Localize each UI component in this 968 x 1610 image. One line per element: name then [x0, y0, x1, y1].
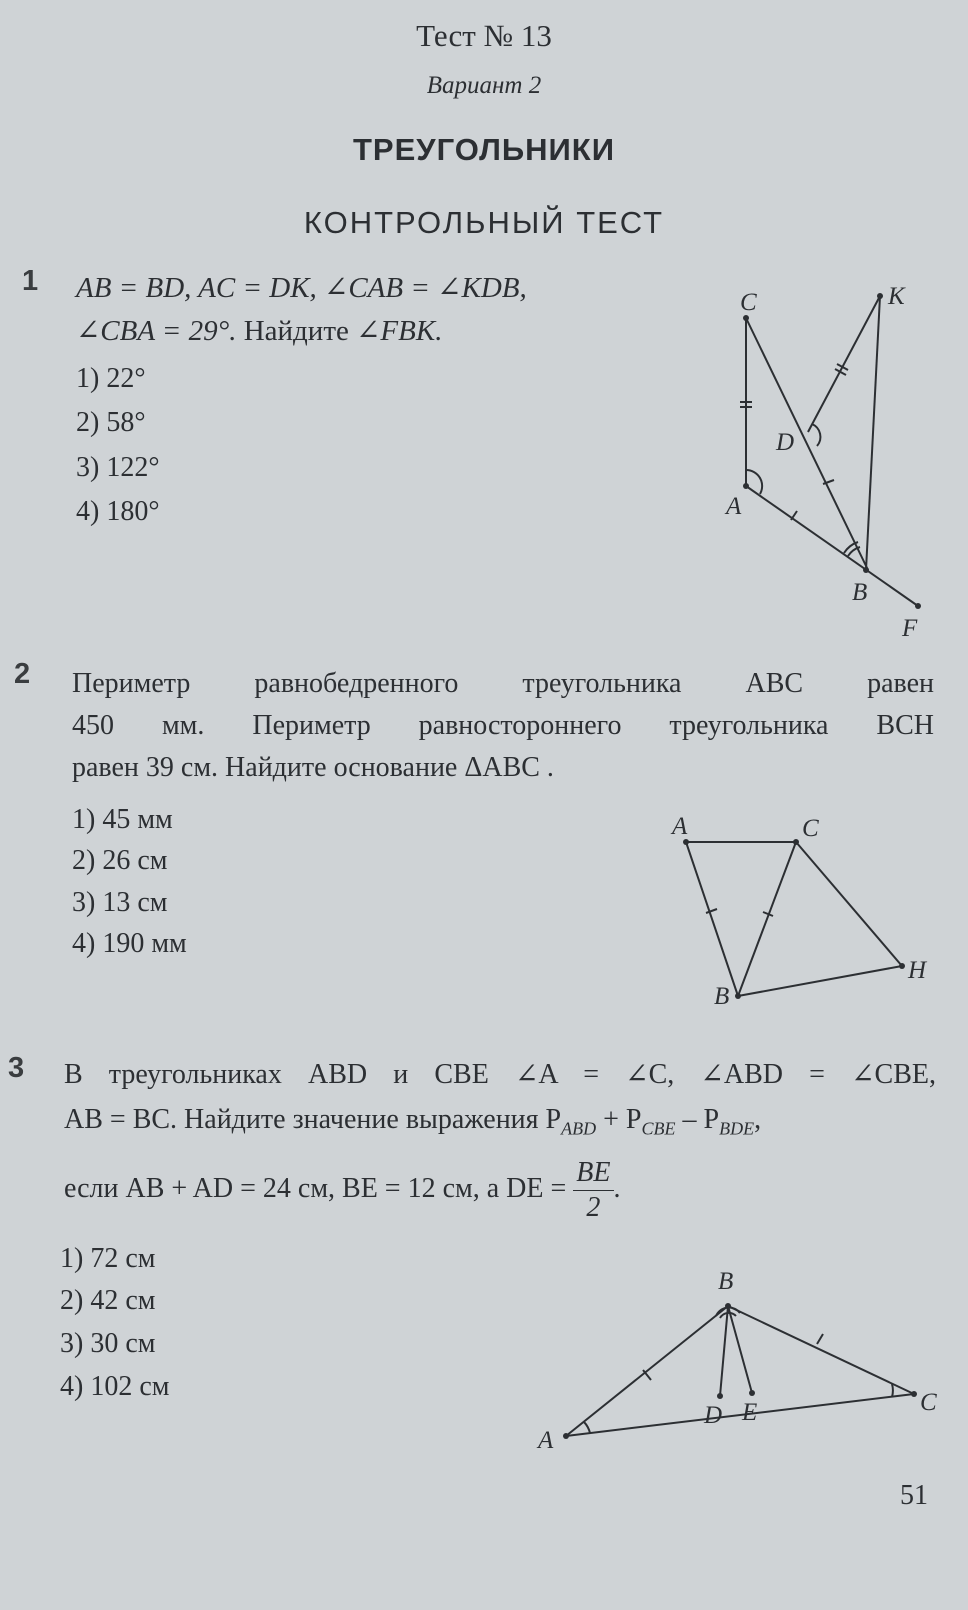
question-3-option-1[interactable]: 1) 72 см	[60, 1243, 156, 1274]
minus-sign: –	[675, 1104, 704, 1135]
question-2-line-1: Периметр равнобедренного треугольника ABC равен	[72, 668, 934, 699]
segment-kb	[866, 296, 880, 570]
segment-cb	[746, 318, 868, 570]
angle-c-arc	[892, 1384, 893, 1397]
tick-ab	[706, 909, 717, 913]
figure-2-points	[683, 839, 905, 999]
segment-bd	[720, 1306, 728, 1396]
question-2-option-1[interactable]: 1) 45 мм	[72, 804, 173, 835]
segment-cb	[738, 842, 796, 996]
question-3-line-2-prefix: AB = BC. Найдите значение выражения	[64, 1104, 546, 1135]
question-1-target: ∠FBK.	[356, 315, 443, 347]
question-2-option-3[interactable]: 3) 13 см	[72, 887, 168, 918]
figure-3-label-e: E	[742, 1399, 758, 1426]
figure-2-label-h: H	[908, 957, 927, 984]
figure-1-label-d: D	[776, 429, 795, 456]
question-3-option-2[interactable]: 2) 42 см	[60, 1285, 156, 1316]
question-1-option-2[interactable]: 2) 58°	[76, 407, 146, 438]
test-title: Тест № 13	[416, 18, 552, 53]
plus-sign: +	[596, 1104, 626, 1135]
question-3-option-4[interactable]: 4) 102 см	[60, 1371, 170, 1402]
figure-3-label-b: B	[718, 1268, 734, 1295]
segment-ch	[796, 842, 902, 966]
figure-1-label-f: F	[902, 615, 918, 642]
perimeter-cbe: $P_{CBE}$	[625, 1104, 676, 1139]
question-2-option-2[interactable]: 2) 26 см	[72, 845, 168, 876]
figure-2	[686, 842, 902, 996]
question-1-option-3[interactable]: 3) 122°	[76, 452, 160, 483]
segment-be	[728, 1306, 752, 1393]
figure-1-label-a: A	[726, 493, 742, 520]
question-1-option-1[interactable]: 1) 22°	[76, 363, 146, 394]
question-3-line-2: AB = BC. Найдите значение выражения $P_{ABD} + P_{CBE} - P_{BDE}$,	[64, 1104, 762, 1139]
angle-a-arc	[584, 1422, 590, 1433]
tick-bc	[817, 1334, 823, 1344]
question-3-number: 3	[8, 1052, 25, 1084]
segment-bc	[728, 1306, 914, 1394]
perimeter-bde: $P_{BDE}$	[703, 1104, 755, 1139]
figure-1	[740, 296, 918, 606]
figure-3	[566, 1306, 914, 1436]
question-1-given-angle: ∠CBA = 29°.	[76, 315, 237, 347]
variant-label: Вариант 2	[426, 72, 542, 99]
subtopic-heading: КОНТРОЛЬНЫЙ ТЕСТ	[303, 205, 665, 240]
segment-bh	[738, 966, 902, 996]
question-2-option-4[interactable]: 4) 190 мм	[72, 928, 187, 959]
question-1-prompt: Найдите	[236, 315, 357, 347]
angle-d-arc	[812, 424, 820, 446]
question-2-line-2: 450 мм. Периметр равностороннего треугольника BCH	[72, 710, 934, 741]
figure-3-label-a: A	[538, 1427, 554, 1454]
segment-ab	[686, 842, 738, 996]
fraction-be-over-2: $\frac{BE}{2}$	[573, 1156, 613, 1225]
page-number: 51	[900, 1480, 928, 1511]
question-3-line-1: В треугольниках ABD и CBE ∠A = ∠C, ∠ABD = ∠CBE,	[64, 1059, 936, 1090]
figure-3-label-c: C	[920, 1389, 937, 1416]
question-3-line-3-prefix: если AB + AD = 24 см, BE = 12 см, а DE =	[64, 1172, 574, 1204]
figure-2-label-a: A	[672, 813, 688, 840]
question-2-line-3: равен 39 см. Найдите основание ΔABC .	[72, 752, 554, 783]
figure-2-label-b: B	[714, 983, 730, 1010]
question-3-option-3[interactable]: 3) 30 см	[60, 1328, 156, 1359]
topic-heading: ТРЕУГОЛЬНИКИ	[353, 132, 615, 167]
figure-1-points	[743, 293, 921, 609]
figure-1-label-c: C	[740, 289, 757, 316]
figure-3-label-d: D	[704, 1402, 723, 1429]
question-1-option-4[interactable]: 4) 180°	[76, 496, 160, 527]
question-3-line-3: если AB + AD = 24 см, BE = 12 см, а DE = $\frac{BE}{2}$ .	[64, 1157, 621, 1223]
figure-1-label-k: K	[888, 283, 905, 310]
segment-af	[746, 486, 918, 606]
segment-ac	[566, 1394, 914, 1436]
figure-2-label-c: C	[802, 815, 819, 842]
perimeter-abd: $P_{ABD}$	[545, 1104, 597, 1139]
segment-kd	[808, 296, 880, 432]
question-2-number: 2	[14, 658, 31, 690]
question-1-number: 1	[22, 265, 39, 297]
question-1-line-1: AB = BD, AC = DK, ∠CAB = ∠KDB,	[76, 272, 527, 304]
angle-a-arc	[746, 470, 762, 494]
figure-1-label-b: B	[852, 579, 868, 606]
